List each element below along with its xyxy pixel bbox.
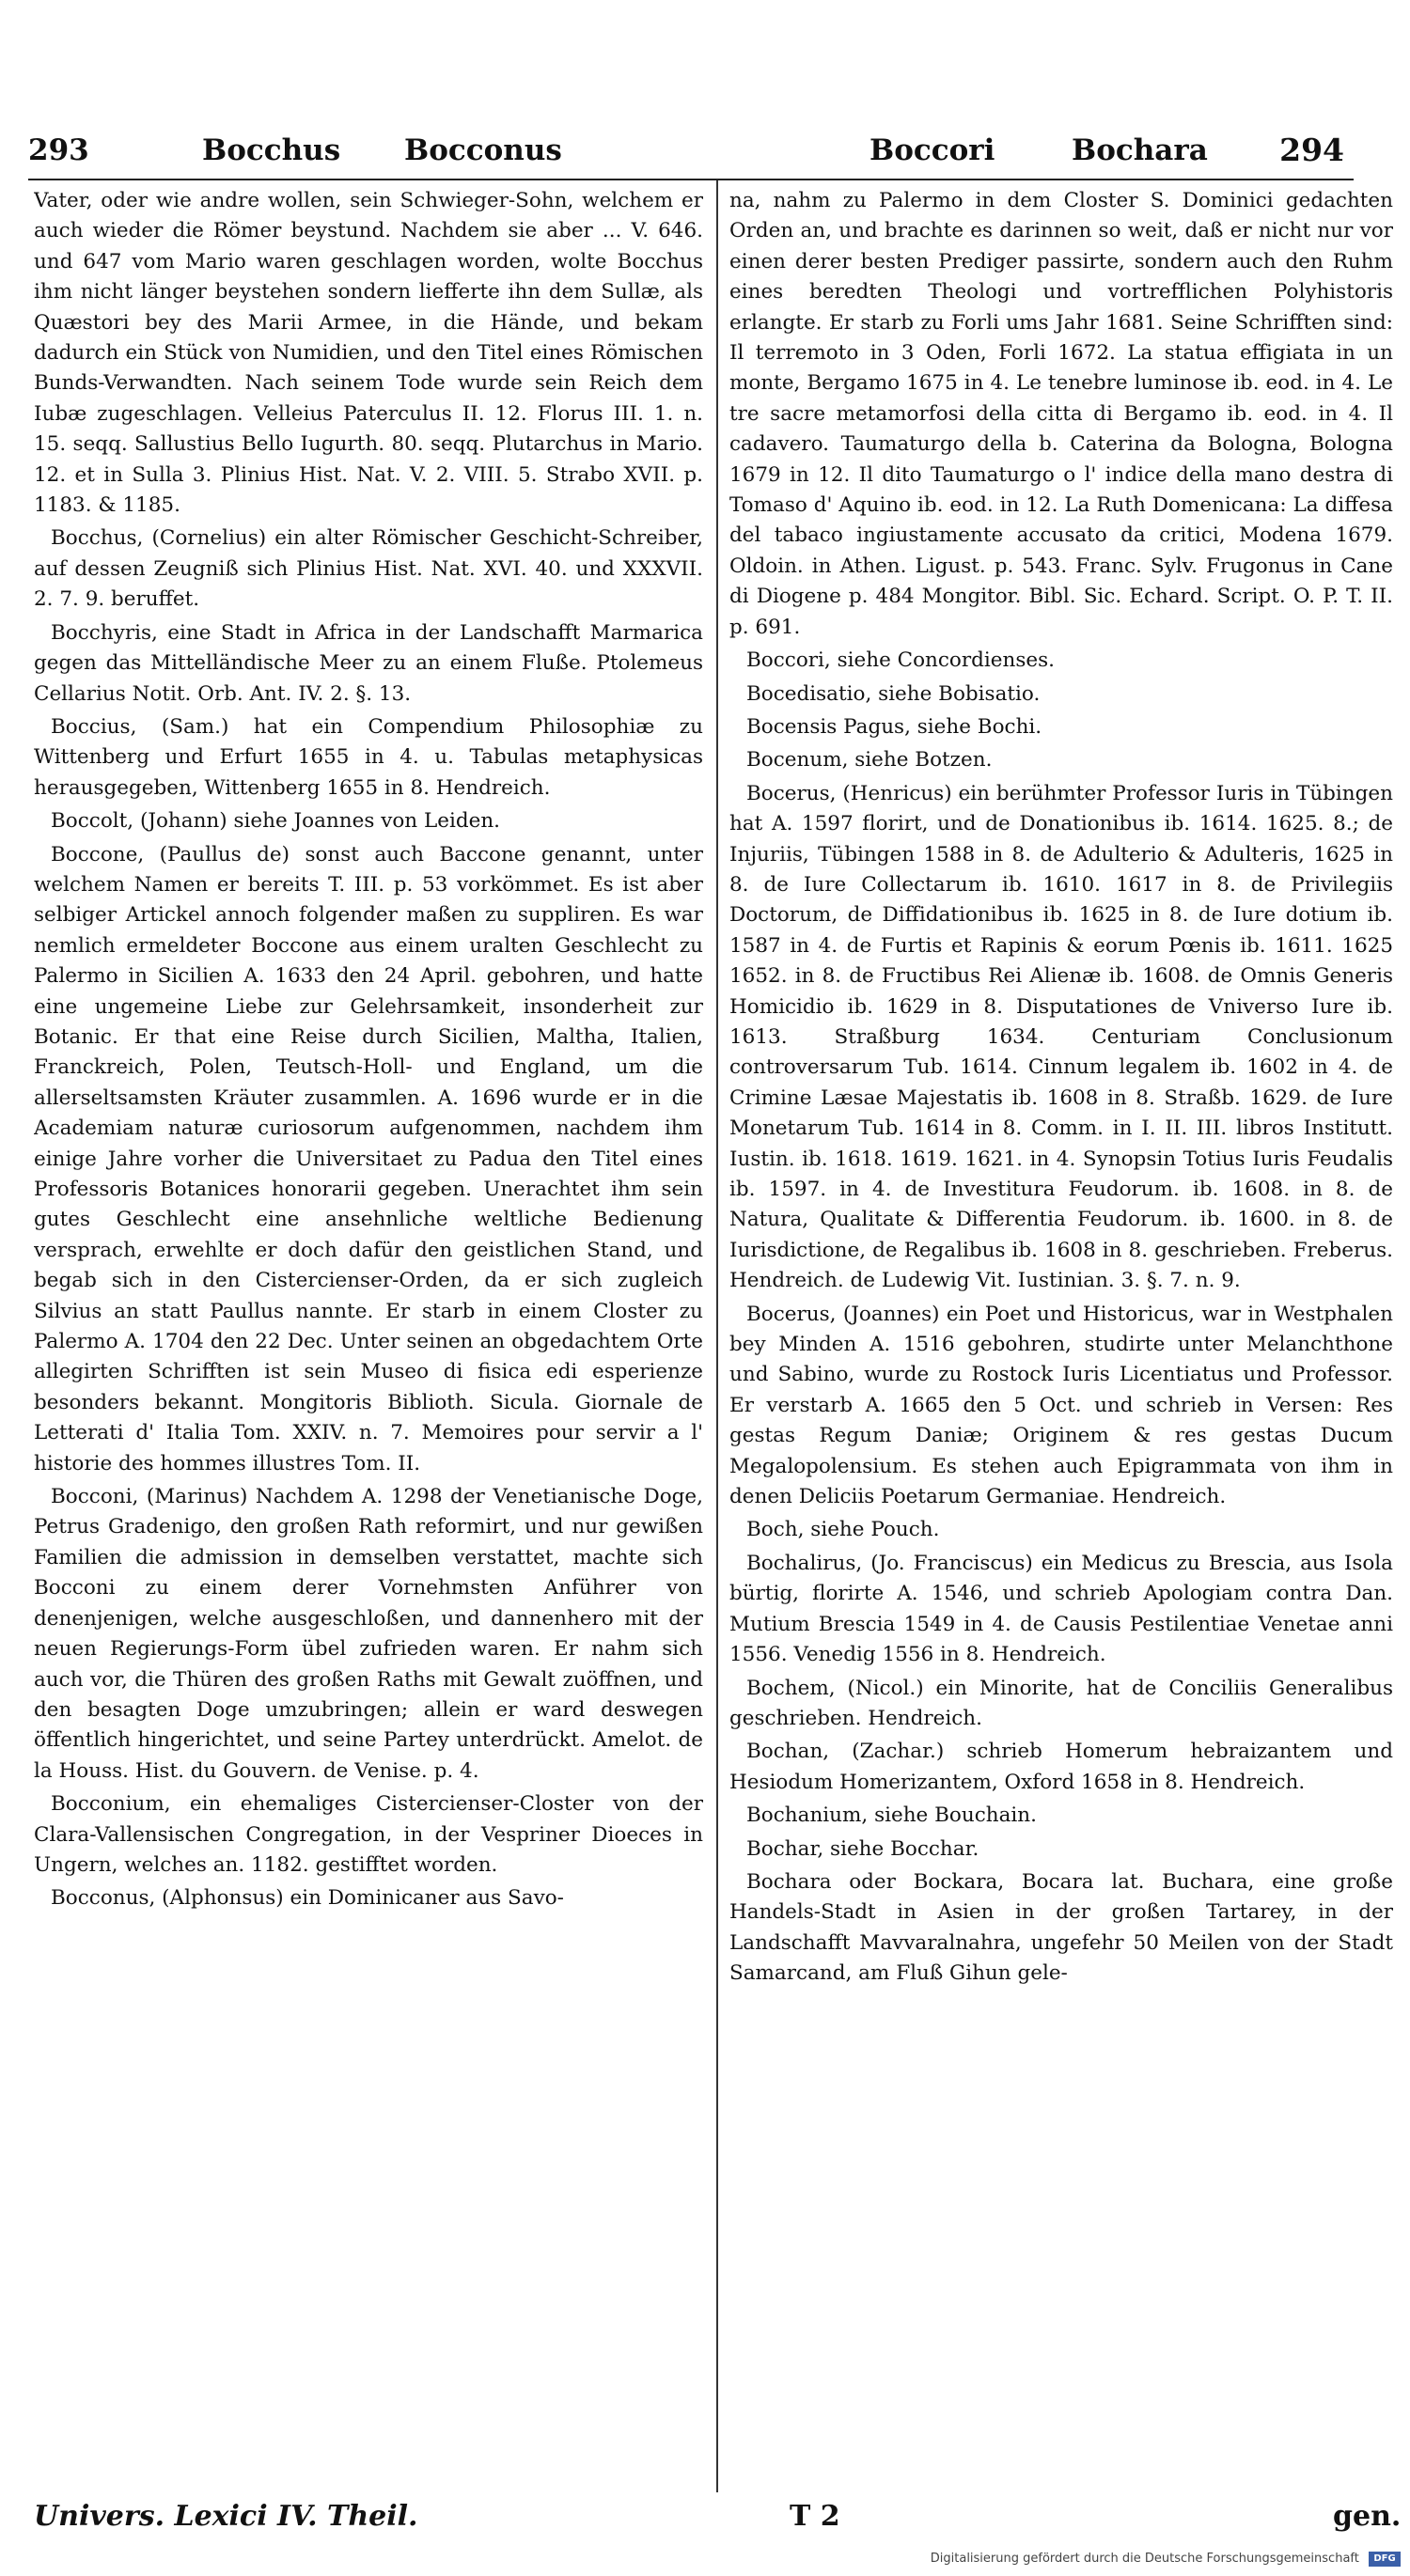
entry-text: Bochalirus, (Jo. Franciscus) ein Medicus zu Brescia, aus Isola bürtig, florirte A. 1546, und schrieb Apologiam contra Dan. Mutium Brescia 1549 in 4. de Causis Pestilentiae Venetae anni 1556. Venedig 1556 in 8. Hendreich. [729, 1551, 1393, 1667]
entry-text: Vater, oder wie andre wollen, sein Schwieger-Sohn, welchem er auch wieder die Römer beystund. Nachdem sie aber ... V. 646. und 647 vom Mario waren geschlagen worden, wolte Bocchus ihm nicht länger beystehen sondern liefferte ihn dem Sullæ, als Quæstori bey des Marii Armee, in die Hände, und bekam dadurch ein Stück von Numidien, und den Titel eines Römischen Bunds-Verwandten. Nach seinem Tode wurde sein Reich dem Iubæ zugeschlagen. Velleius Paterculus II. 12. Florus III. 1. n. 15. seqq. Sallustius Bello Iugurth. 80. seqq. Plutarchus in Mario. 12. et in Sulla 3. Plinius Hist. Nat. V. 2. VIII. 5. Strabo XVII. p. 1183. & 1185. [34, 189, 703, 518]
catchword: gen. [1333, 2500, 1402, 2533]
entry-text: Bochar, siehe Bocchar. [746, 1836, 979, 1861]
entry-text: na, nahm zu Palermo in dem Closter S. Dominici gedachten Orden an, und brachte es darinnen so weit, daß er nicht nur vor einen derer besten Prediger passirte, sondern auch den Ruhm eines beredten Theologi und vortrefflichen Polyhistoris erlangte. Er starb zu Forli ums Jahr 1681. Seine Schrifften sind: Il terremoto in 3 Oden, Forli 1672. La statua effigiata in un monte, Bergamo 1675 in 4. Le tenebre luminose ib. eod. in 4. Le tre sacre metamorfosi della citta di Bergamo ib. eod. in 4. Il cadavero. Taumaturgo della b. Caterina da Bologna, Bologna 1679 in 12. Il dito Taumaturgo o l' indice della mano destra di Tomaso d' Aquino ib. eod. in 12. La Ruth Domenicana: La diffesa del tabaco ingiustamente accusato da critici, Modena 1679. Oldoin. in Athen. Ligust. p. 543. Franc. Sylv. Frugonus in Cane di Diogene p. 484 Mongitor. Bibl. Sic. Echard. Script. O. P. T. II. p. 691. [729, 189, 1393, 639]
entry-text: Bochan, (Zachar.) schrieb Homerum hebraizantem und Hesiodum Homerizantem, Oxford 1658 in 8. Hendreich. [729, 1740, 1393, 1794]
entry-text: Boch, siehe Pouch. [746, 1518, 940, 1542]
digitization-footer [931, 2548, 1401, 2570]
entry-text: Bochem, (Nicol.) ein Minorite, hat de Conciliis Generalibus geschrieben. Hendreich. [729, 1676, 1393, 1730]
entry-text: Boccone, (Paullus de) sonst auch Baccone genannt, unter welchem Namen er bereits T. III. p. 53 vorkömmet. Es ist aber selbiger Artickel annoch folgender maßen zu suppliren. Es war nemlich ermeldeter Boccone aus einem uralten Geschlecht zu Palermo in Sicilien A. 1633 den 24 April. gebohren, und hatte eine ungemeine Liebe zur Gelehrsamkeit, insonderheit zur Botanic. Er that eine Reise durch Sicilien, Maltha, Italien, Franckreich, Polen, Teutsch-Holl- und England, um die allerseltsamsten Kräuter zusammlen. A. 1696 wurde er in die Academiam naturæ curiosorum aufgenommen, nachdem ihm einige Jahre vorher die Universitaet zu Padua den Titel eines Professoris Botanices honorarii gegeben. Unerachtet ihm sein gutes Geschlecht eine ansehnliche weltliche Bedienung versprach, erwehlte er doch dafür den geistlichen Stand, und begab sich in den Cistercienser-Orden, da er sich zugleich Silvius an statt Paullus nannte. Er starb in einem Closter zu Palermo A. 1704 den 22 Dec. Unter seinen an obgedachtem Orte allegirten Schrifften ist sein Museo di fisica edi esperienze besonders bekannt. Mongitoris Biblioth. Sicula. Giornale de Letterati d' Italia Tom. XXIV. n. 7. Memoires pour servir a l' historie des hommes illustres Tom. II. [34, 842, 703, 1475]
footer-credit: Digitalisierung gefördert durch die Deutsche Forschungsgemeinschaft [930, 2552, 1359, 2566]
right-column [729, 186, 1393, 2479]
entry-text: Bocenum, siehe Botzen. [746, 748, 993, 773]
entry-text: Bocerus, (Joannes) ein Poet und Historicus, war in Westphalen bey Minden A. 1516 gebohren, studirte unter Melanchthone und Sabino, wurde zu Rostock Iuris Licentiatus und Professor. Er verstarb A. 1665 den 5 Oct. und schrieb in Versen: Res gestas Regum Daniæ; Originem & res gestas Ducum Megalopolensium. Es stehen auch Epigrammata von ihm in denen Deliciis Poetarum Germaniae. Hendreich. [729, 1302, 1393, 1509]
entry-text: Boccius, (Sam.) hat ein Compendium Philosophiæ zu Wittenberg und Erfurt 1655 in 4. u. Tabulas metaphysicas herausgegeben, Wittenberg 1655 in 8. Hendreich. [34, 714, 703, 800]
header-rule [28, 179, 1354, 180]
page-number-left: 293 [28, 133, 89, 167]
entry-text: Bocconus, (Alphonsus) ein Dominicaner aus Savo- [51, 1886, 564, 1911]
signature-mark: T 2 [790, 2500, 840, 2533]
entry-text: Bocchus, (Cornelius) ein alter Römischer Geschicht-Schreiber, auf dessen Zeugniß sich Plinius Hist. Nat. XVI. 40. und XXXVII. 2. 7. 9. beruffet. [34, 526, 703, 612]
column-divider [716, 180, 718, 2492]
running-header [28, 127, 1344, 174]
headword-right-first: Boccori [870, 133, 995, 167]
entry-text: Bocconi, (Marinus) Nachdem A. 1298 der Venetianische Doge, Petrus Gradenigo, den großen Rath reformirt, und nur gewißen Familien die admission in demselben verstattet, machte sich Bocconi zu einem derer Vornehmsten Anführer von denenjenigen, welche ausgeschloßen, und dannenhero mit der neuen Regierungs-Form übel zufrieden waren. Er nahm sich auch vor, die Thüren des großen Raths mit Gewalt zuöffnen, und den besagten Doge umzubringen; allein er ward deswegen öffentlich hingerichtet, und seine Partey unterdrückt. Amelot. de la Houss. Hist. du Gouvern. de Venise. p. 4. [34, 1485, 703, 1783]
volume-signature: Univers. Lexici IV. Theil. [34, 2500, 418, 2533]
entry-text: Bochanium, siehe Bouchain. [746, 1803, 1037, 1828]
headword-right-last: Bochara [1072, 133, 1208, 167]
page-number-right: 294 [1279, 132, 1344, 168]
entry-text: Bocensis Pagus, siehe Bochi. [746, 714, 1042, 739]
entry-text: Boccolt, (Johann) siehe Joannes von Leiden. [51, 809, 501, 834]
entry-text: Bochara oder Bockara, Bocara lat. Buchara, eine große Handels-Stadt in Asien in der großen Tartarey, in der Landschafft Mavvaralnahra, ungefehr 50 Meilen von der Stadt Samarcand, am Fluß Gihun gele- [729, 1869, 1393, 1986]
headword-left-first: Bocchus [202, 133, 341, 167]
entry-text: Bocedisatio, siehe Bobisatio. [746, 681, 1041, 706]
left-column [34, 186, 703, 2479]
entry-text: Bocerus, (Henricus) ein berühmter Professor Iuris in Tübingen hat A. 1597 florirt, und de Donationibus ib. 1614. 1625. 8.; de Injuriis, Tübingen 1588 in 8. de Adulterio & Adulteris, 1625 in 8. de Iure Collectarum ib. 1610. 1617 in 8. de Privilegiis Doctorum, de Diffidationibus ib. 1625 in 8. de Iure dotium ib. 1587 in 4. de Furtis et Rapinis & eorum Pœnis ib. 1611. 1625 1652. in 8. de Fructibus Rei Alienæ ib. 1608. de Omnis Generis Homicidio ib. 1629 in 8. Disputationes de Vniverso Iure ib. 1613. Straßburg 1634. Centuriam Conclusionum controversarum Tub. 1614. Cinnum legalem ib. 1602 in 4. de Crimine Læsae Majestatis ib. 1608 in 8. Straßb. 1629. de Iure Monetarum Tub. 1614 in 8. Comm. in I. II. III. libros Institutt. Iustin. ib. 1618. 1619. 1621. in 4. Synopsin Totius Iuris Feudalis ib. 1597. in 4. de Investitura Feudorum. ib. 1608. in 8. de Natura, Qualitate & Differentia Feudorum. ib. 1600. in 8. de Iurisdictione, de Regalibus ib. 1608 in 8. geschrieben. Freberus. Hendreich. de Ludewig Vit. Iustinian. 3. §. 7. n. 9. [729, 781, 1393, 1293]
headword-left-last: Bocconus [404, 133, 562, 167]
entry-text: Bocconium, ein ehemaliges Cistercienser-Closter von der Clara-Vallensischen Congregation, in der Vespriner Dioeces in Ungern, welches an. 1182. gestifftet worden. [34, 1792, 703, 1877]
dfg-logo-icon: DFG [1369, 2552, 1401, 2567]
entry-text: Bocchyris, eine Stadt in Africa in der Landschafft Marmarica gegen das Mittelländische Meer zu an einem Fluße. Ptolemeus Cellarius Notit. Orb. Ant. IV. 2. §. 13. [34, 620, 703, 706]
entry-text: Boccori, siehe Concordienses. [746, 648, 1055, 673]
